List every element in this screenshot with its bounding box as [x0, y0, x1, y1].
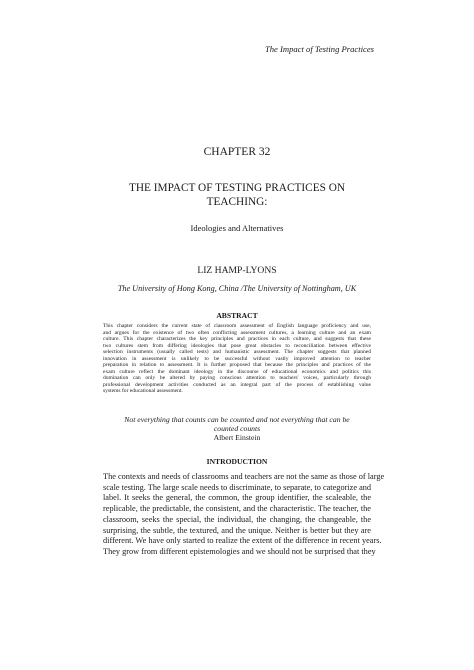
introduction-line: surprising, the subtle, the textured, and the unique. Neither is better but they are: [103, 525, 371, 535]
introduction-body: [103, 472, 385, 558]
abstract-line: systems for educational assessment.: [103, 388, 183, 395]
abstract-line: and argues for the existence of two often conflicting assessment cultures, a learning culture and an exam: [103, 329, 371, 336]
abstract-line: domination can only be altered by paying conscious attention to teachers' voices, particularly through: [103, 375, 371, 382]
chapter-title-line: THE IMPACT OF TESTING PRACTICES ON: [128, 182, 346, 194]
introduction-line: replicable, the predictable, the consistent, and the characteristic. The teacher, the: [103, 504, 371, 514]
chapter-title: [120, 181, 354, 209]
abstract-line: preparation in relation to assessment. It is further proposed that because the principles and practices of the: [103, 362, 371, 369]
chapter-subtitle: Ideologies and Alternatives: [190, 223, 284, 233]
epigraph-line: counted counts: [213, 423, 261, 433]
author-affiliation: The University of Hong Kong, China /The University of Nottingham, UK: [117, 284, 357, 293]
epigraph-attribution: Albert Einstein: [213, 432, 261, 442]
introduction-heading: INTRODUCTION: [206, 457, 268, 466]
introduction-line: The contexts and needs of classrooms and teachers are not the same as those of large: [103, 472, 385, 481]
epigraph-line: Not everything that counts can be counted and not everything that can be: [124, 415, 350, 424]
abstract-line: exam culture reflect the dominant ideology in the discourse of educational economics and politics this: [103, 368, 371, 375]
introduction-line: classroom, seeks the special, the individual, the changing, the changeable, the: [103, 514, 371, 524]
abstract-body: [103, 323, 371, 395]
abstract-line: selection instruments (usually called tests) and humanistic assessment. The chapter suggests that planned: [103, 349, 371, 356]
abstract-line: culture. This chapter characterizes the key principles and practices in each culture, and suggests that these: [103, 336, 371, 343]
running-head: The Impact of Testing Practices: [264, 44, 374, 54]
introduction-line: scale testing. The large scale needs to discriminate, to separate, to categorize and: [103, 482, 372, 492]
abstract-line: innovation in assessment is unlikely to be successful without vastly improved attention to teacher: [103, 355, 371, 362]
abstract-line: professional development activities conducted as an integral part of the process of establishing value: [103, 381, 371, 388]
chapter-label: CHAPTER 32: [203, 146, 271, 158]
abstract-heading: ABSTRACT: [216, 311, 258, 320]
introduction-line: They grow from different epistemologies and we should not be surprised that they: [103, 546, 376, 556]
chapter-title-line: TEACHING:: [206, 196, 268, 208]
epigraph: [110, 416, 364, 443]
introduction-line: different. We have only started to realize the extent of the difference in recent years.: [103, 536, 382, 546]
introduction-line: label. It seeks the general, the common, the group identifier, the scaleable, the: [103, 493, 371, 503]
abstract-line: two cultures stem from differing ideologies that pose great obstacles to reconciliation between effective: [103, 342, 371, 349]
author-name: LIZ HAMP-LYONS: [197, 265, 277, 276]
abstract-line: This chapter considers the current state of classroom assessment of English language proficiency and use,: [103, 323, 371, 329]
